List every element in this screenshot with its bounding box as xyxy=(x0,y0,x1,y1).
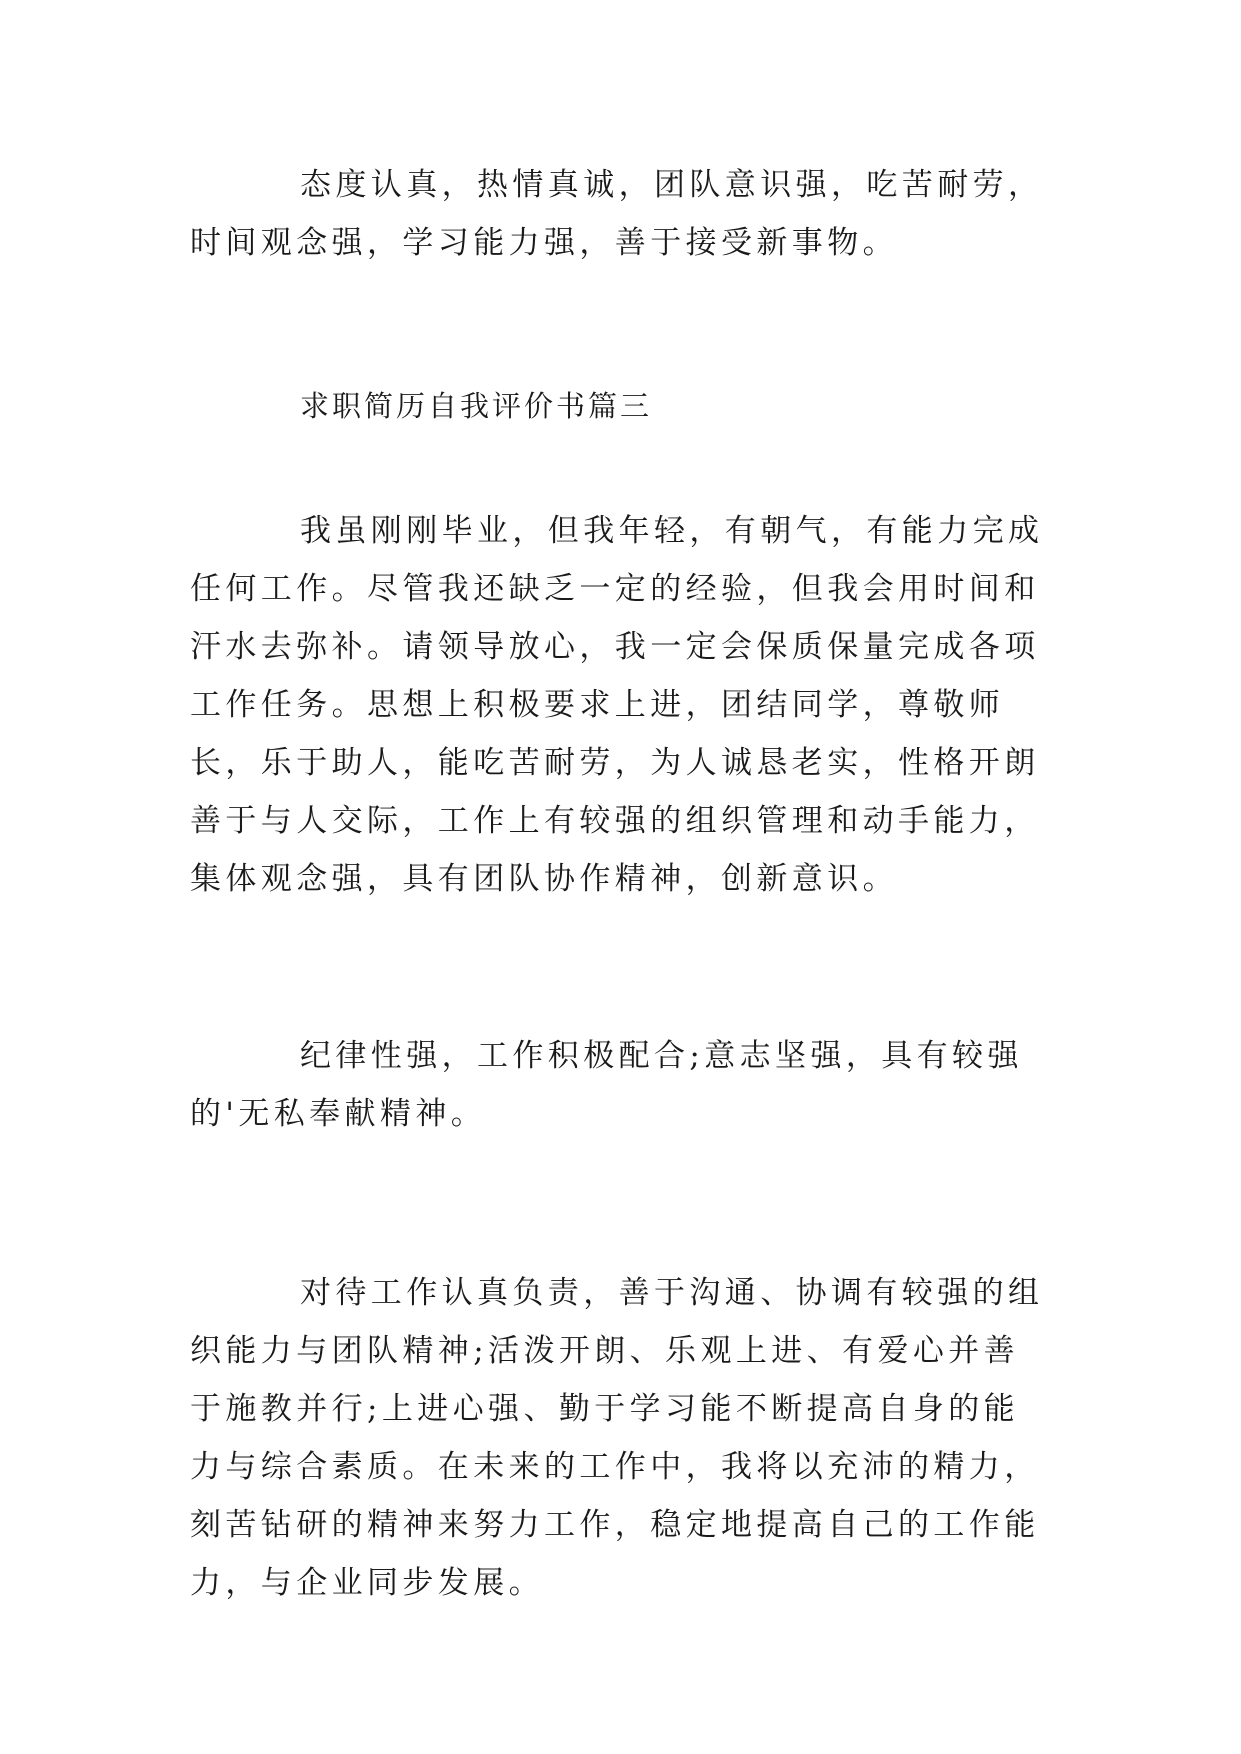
paragraph-self-evaluation-3: 纪律性强，工作积极配合;意志坚强，具有较强的'无私奉献精神。 xyxy=(190,1038,1023,1132)
paragraph-self-evaluation-1: 态度认真，热情真诚，团队意识强，吃苦耐劳，时间观念强，学习能力强，善于接受新事物。 xyxy=(190,167,1044,261)
paragraph-self-evaluation-2: 我虽刚刚毕业，但我年轻，有朝气，有能力完成任何工作。尽管我还缺乏一定的经验，但我会用时间和汗水去弥补。请领导放心，我一定会保质保量完成各项工作任务。思想上积极要求上进，团结同学，尊敬师长，乐于助人，能吃苦耐劳，为人诚恳老实，性格开朗善于与人交际，工作上有较强的组织管理和动手能力，集体观念强，具有团队协作精神，创新意识。 xyxy=(190,513,1044,897)
paragraph-self-evaluation-4: 对待工作认真负责，善于沟通、协调有较强的组织能力与团队精神;活泼开朗、乐观上进、有爱心并善于施教并行;上进心强、勤于学习能不断提高自身的能力与综合素质。在未来的工作中，我将以充沛的精力，刻苦钻研的精神来努力工作，稳定地提高自己的工作能力，与企业同步发展。 xyxy=(190,1275,1044,1601)
section-heading: 求职简历自我评价书篇三 xyxy=(300,389,653,423)
